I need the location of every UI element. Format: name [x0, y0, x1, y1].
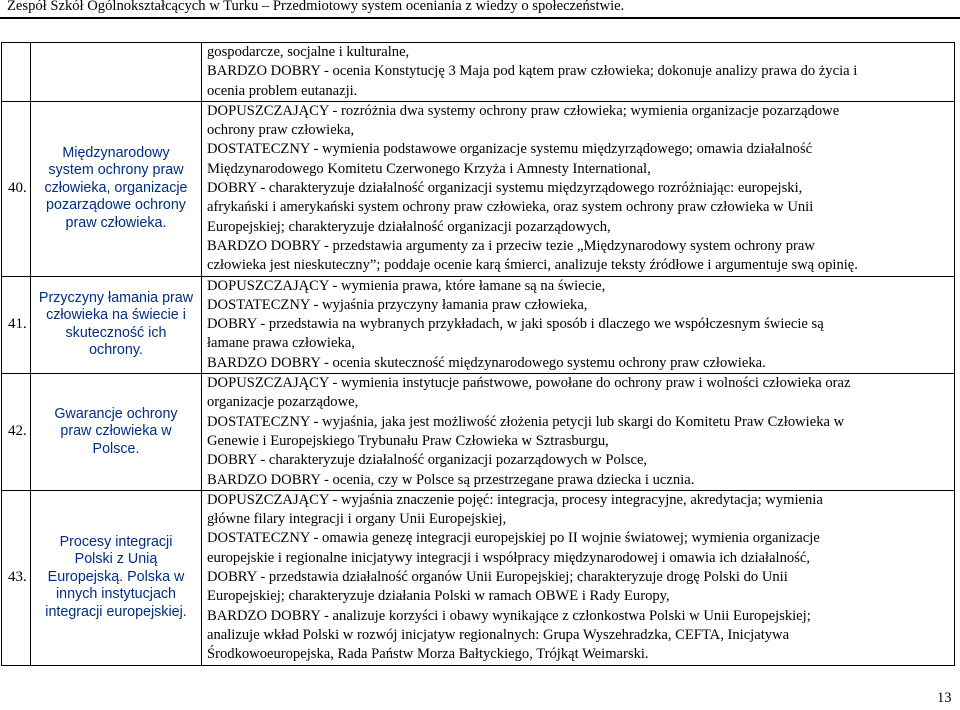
lesson-topic-line: Przyczyny łamania praw — [38, 289, 194, 306]
requirement-line: Środkowoeuropejska, Rada Państw Morza Bałtyckiego, Trójkąt Weimarski. — [207, 646, 649, 663]
lesson-topic — [31, 374, 202, 491]
table-row — [2, 490, 955, 665]
lesson-topic — [31, 490, 202, 665]
requirement-line: ochrony praw człowieka, — [207, 122, 355, 139]
lesson-topic-line: praw człowieka. — [65, 214, 167, 231]
table-row — [2, 374, 955, 491]
lesson-topic-line: Gwarancje ochrony — [54, 405, 178, 422]
lesson-number: 41. — [2, 276, 31, 373]
requirement-line: DOPUSZCZAJĄCY - wyjaśnia znaczenie pojęć: integracja, procesy integracyjne, akredytacja; wymienia — [207, 491, 823, 508]
requirement-line: BARDZO DOBRY - ocenia Konstytucję 3 Maja pod kątem praw człowieka; dokonuje analizy prawa do życia i — [207, 63, 858, 80]
lesson-number: 42. — [2, 374, 31, 491]
lesson-topic-line: ochrony. — [89, 342, 143, 359]
lesson-topic-line: człowieka na świecie i — [46, 307, 186, 324]
lesson-topic — [31, 101, 202, 276]
grade-requirements — [202, 490, 955, 665]
lesson-topic-line: pozarządowe ochrony — [46, 197, 186, 214]
curriculum-table — [1, 42, 955, 666]
requirement-line: BARDZO DOBRY - ocenia, czy w Polsce są przestrzegane prawa dziecka i ucznia. — [207, 471, 695, 488]
lesson-topic-line: Polsce. — [92, 440, 140, 457]
lesson-topic-line: Międzynarodowy — [62, 144, 170, 161]
requirement-line: DOSTATECZNY - wyjaśnia, jaka jest możliwość złożenia petycji lub skargi do Komitetu Praw Człowieka w — [207, 413, 845, 430]
requirement-line: DOSTATECZNY - omawia genezę integracji europejskiej po II wojnie światowej; wymienia organizacje — [207, 530, 820, 547]
requirement-line: europejskie i regionalne inicjatywy integracji i współpracy międzynarodowej i omawia ich działalność, — [207, 549, 811, 566]
lesson-number: 40. — [2, 101, 31, 276]
requirement-line: łamane prawa człowieka, — [207, 335, 355, 352]
requirement-line: Genewie i Europejskiego Trybunału Praw Człowieka w Sztrasburgu, — [207, 432, 609, 449]
grade-requirements — [202, 374, 955, 491]
requirement-line: DOSTATECZNY - wymienia podstawowe organizacje systemu międzyrządowego; omawia działalność — [207, 141, 813, 158]
lesson-topic-line: Procesy integracji — [59, 533, 173, 550]
table-row — [2, 101, 955, 276]
lesson-topic-line: człowieka, organizacje — [44, 179, 188, 196]
table-row — [2, 276, 955, 373]
requirement-line: DOBRY - przedstawia na wybranych przykładach, w jaki sposób i dlaczego we współczesnym świecie są — [207, 316, 824, 333]
requirement-line: Europejskiej; charakteryzuje działalność organizacji pozarządowych, — [207, 218, 611, 235]
curriculum-table-body — [2, 43, 955, 666]
lesson-topic-line: praw człowieka w — [60, 423, 172, 440]
requirement-line: Międzynarodowego Komitetu Czerwonego Krzyża i Amnesty International, — [207, 160, 651, 177]
requirement-line: BARDZO DOBRY - analizuje korzyści i obawy wynikające z członkostwa Polski w Unii Europejskiej; — [207, 607, 811, 624]
requirement-line: BARDZO DOBRY - przedstawia argumenty za i przeciw tezie „Międzynarodowy system ochrony praw — [207, 237, 815, 254]
requirement-line: główne filary integracji i organy Unii Europejskiej, — [207, 511, 507, 528]
requirement-line: ocenia problem eutanazji. — [207, 82, 358, 99]
lesson-topic-line: innych instytucjach — [56, 586, 176, 603]
lesson-topic — [31, 43, 202, 102]
requirement-line: BARDZO DOBRY - ocenia skuteczność międzynarodowego systemu ochrony praw człowieka. — [207, 354, 766, 371]
page-header-title: Zespół Szkół Ogólnokształcących w Turku – Przedmiotowy system oceniania z wiedzy o społeczeństwie. — [7, 0, 625, 14]
requirement-line: DOSTATECZNY - wyjaśnia przyczyny łamania praw człowieka, — [207, 296, 588, 313]
requirement-line: DOPUSZCZAJĄCY - rozróżnia dwa systemy ochrony praw człowieka; wymienia organizacje pozarządowe — [207, 102, 840, 119]
requirement-line: DOPUSZCZAJĄCY - wymienia instytucje państwowe, powołane do ochrony praw i wolności człowieka oraz — [207, 375, 851, 392]
requirement-line: analizuje wkład Polski w rozwój inicjatyw regionalnych: Grupa Wyszehradzka, CEFTA, Inicjatywa — [207, 626, 790, 643]
requirement-line: człowieka jest nieskuteczny”; poddaje ocenie karą śmierci, analizuje teksty źródłowe i argumentuje swą opinię. — [207, 257, 858, 274]
requirement-line: DOBRY - charakteryzuje działalność organizacji pozarządowych w Polsce, — [207, 452, 648, 469]
lesson-topic-line: system ochrony praw — [48, 162, 184, 179]
table-row — [2, 43, 955, 102]
requirement-line: Europejskiej; charakteryzuje działania Polski w ramach OBWE i Rady Europy, — [207, 588, 670, 605]
lesson-topic-line: Polski z Unią — [74, 551, 158, 568]
requirement-line: DOBRY - charakteryzuje działalność organizacji systemu międzyrządowego rozróżniając: europejski, — [207, 180, 803, 197]
header-divider — [0, 17, 960, 19]
requirement-line: organizacje pozarządowe, — [207, 394, 359, 411]
lesson-topic-line: skuteczność ich — [65, 324, 167, 341]
requirement-line: afrykański i amerykański system ochrony praw człowieka, oraz system ochrony praw człowieka w Unii — [207, 199, 814, 216]
requirement-line: gospodarcze, socjalne i kulturalne, — [207, 44, 410, 60]
lesson-number: 43. — [2, 490, 31, 665]
grade-requirements — [202, 276, 955, 373]
requirement-line: DOPUSZCZAJĄCY - wymienia prawa, które łamane są na świecie, — [207, 277, 606, 294]
lesson-topic-line: Europejską. Polska w — [47, 568, 185, 585]
grade-requirements — [202, 43, 955, 102]
lesson-number — [2, 43, 31, 102]
lesson-topic-line: integracji europejskiej. — [45, 603, 187, 620]
requirement-line: DOBRY - przedstawia działalność organów Unii Europejskiej; charakteryzuje drogę Polski do Unii — [207, 569, 788, 586]
page-number: 13 — [937, 690, 952, 706]
lesson-topic — [31, 276, 202, 373]
grade-requirements — [202, 101, 955, 276]
